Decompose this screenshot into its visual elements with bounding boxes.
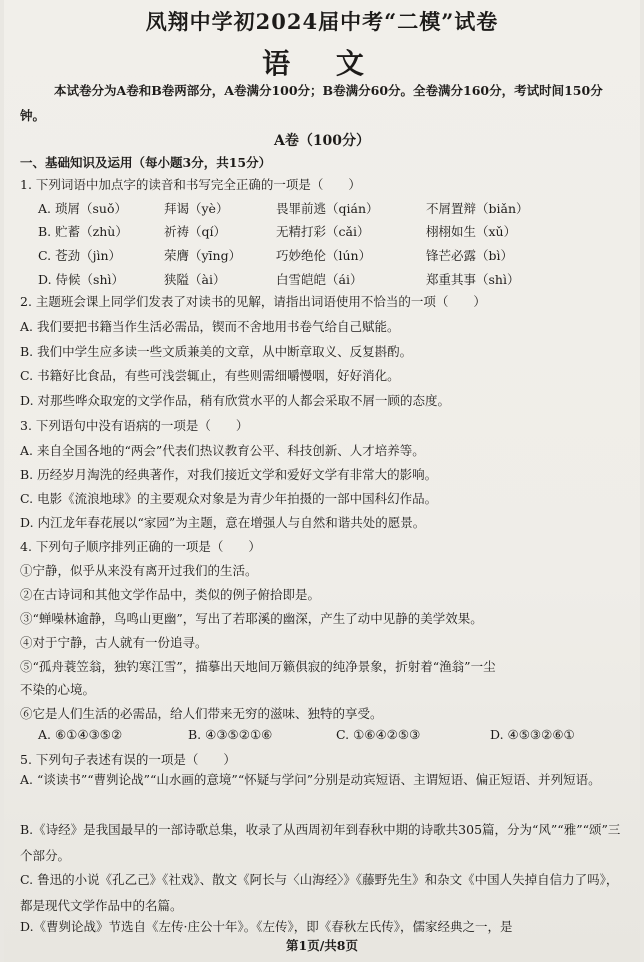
q1-option-row — [4, 246, 640, 268]
q3-stem: 3. 下列语句中没有语病的一项是（ ） — [20, 418, 249, 433]
q4-sentence-3: ③“蝉噪林逾静，鸟鸣山更幽”，写出了若耶溪的幽深，产生了动中见静的美学效果。 — [20, 611, 483, 626]
q1-word: A. 琐屑（suǒ） — [38, 201, 127, 216]
q1-word: 不屑置辩（biǎn） — [426, 201, 529, 216]
q5-stem: 5. 下列句子表述有误的一项是（ ） — [20, 752, 236, 767]
exam-title: 凤翔中学初2024届中考“二模”试卷 — [145, 9, 499, 34]
exam-instructions: 本试卷分为A卷和B卷两部分，A卷满分100分；B卷满分60分。全卷满分160分，考试时间150分钟。 — [20, 83, 603, 123]
q1-word: 狭隘（ài） — [164, 272, 226, 287]
q2-option-d: D. 对那些哗众取宠的文学作品，稍有欣赏水平的人都会采取不屑一顾的态度。 — [20, 393, 451, 408]
q4-sentence-2: ②在古诗词和其他文学作品中，类似的例子俯拾即是。 — [20, 587, 321, 602]
q1-word: 锋芒必露（bì） — [426, 248, 513, 263]
q1-word: 巧妙绝伦（lún） — [276, 248, 372, 263]
q4-sentence-5-cont: 不染的心境。 — [20, 682, 96, 697]
part1-heading: 一、基础知识及运用（每小题3分，共15分） — [20, 155, 272, 170]
q1-option-row — [4, 270, 640, 292]
q1-word: B. 贮蓄（zhù） — [38, 224, 128, 239]
q3-option-b: B. 历经岁月淘洗的经典著作，对我们接近文学和爱好文学有非常大的影响。 — [20, 467, 438, 482]
q2-option-b: B. 我们中学生应多读一些文质兼美的文章，从中断章取义、反复斟酌。 — [20, 344, 413, 359]
exam-page — [4, 0, 640, 962]
q1-word: 白雪皑皑（ái） — [276, 272, 363, 287]
q4-option-d: D. ④⑤③②⑥① — [490, 727, 575, 742]
q5-option-c: C. 鲁迅的小说《孔乙己》《社戏》、散文《阿长与〈山海经〉》《藤野先生》和杂文《中国人失掉自信力了吗》，都是现代文学作品中的名篇。 — [20, 872, 619, 913]
q2-option-a: A. 我们要把书籍当作生活必需品，锲而不舍地用书卷气给自己赋能。 — [20, 319, 400, 334]
q1-option-row — [4, 199, 640, 221]
q4-options — [4, 727, 640, 749]
q1-word: 畏罪前逃（qián） — [276, 201, 379, 216]
q4-stem: 4. 下列句子顺序排列正确的一项是（ ） — [20, 539, 261, 554]
q1-word: 荣膺（yīng） — [164, 248, 242, 263]
q5-option-b: B.《诗经》是我国最早的一部诗歌总集，收录了从西周初年到春秋中期的诗歌共305篇，分为“风”“雅”“颂”三个部分。 — [20, 822, 621, 863]
q4-sentence-6: ⑥它是人们生活的必需品，给人们带来无穷的滋味、独特的享受。 — [20, 706, 383, 721]
q3-option-a: A. 来自全国各地的“两会”代表们热议教育公平、科技创新、人才培养等。 — [20, 443, 425, 458]
q1-stem: 1. 下列词语中加点字的读音和书写完全正确的一项是（ ） — [20, 177, 361, 192]
q1-option-row — [4, 222, 640, 244]
q1-word: 祈祷（qí） — [164, 224, 226, 239]
q4-sentence-4: ④对于宁静，古人就有一份追寻。 — [20, 635, 208, 650]
q1-word: C. 苍劲（jìn） — [38, 248, 121, 263]
q3-option-c: C. 电影《流浪地球》的主要观众对象是为青少年拍摄的一部中国科幻作品。 — [20, 491, 438, 506]
q1-word: 郑重其事（shì） — [426, 272, 520, 287]
q1-word: 无精打彩（cǎi） — [276, 224, 370, 239]
q4-option-a: A. ⑥①④③⑤② — [38, 727, 123, 742]
q4-sentence-5: ⑤“孤舟蓑笠翁，独钓寒江雪”，描摹出天地间万籁俱寂的纯净景象，折射着“渔翁”一尘 — [20, 659, 496, 674]
q4-option-c: C. ①⑥④②⑤③ — [336, 727, 421, 742]
subject-title: 语 文 — [262, 47, 382, 80]
q2-option-c: C. 书籍好比食品，有些可浅尝辄止，有些则需细嚼慢咽，好好消化。 — [20, 368, 400, 383]
q2-stem: 2. 主题班会课上同学们发表了对读书的见解，请指出词语使用不恰当的一项（ ） — [20, 294, 486, 309]
q5-option-a: A. “谈读书”“曹刿论战”“山水画的意境”“怀疑与学问”分别是动宾短语、主谓短语、偏正短语、并列短语。 — [20, 772, 601, 787]
q3-option-d: D. 内江龙年春花展以“家园”为主题，意在增强人与自然和谐共处的愿景。 — [20, 515, 426, 530]
section-a-heading: A卷（100分） — [273, 133, 371, 149]
q1-word: 栩栩如生（xǔ） — [426, 224, 517, 239]
q1-word: 拜谒（yè） — [164, 201, 229, 216]
q1-word: D. 侍候（shì） — [38, 272, 124, 287]
q5-option-d: D.《曹刿论战》节选自《左传·庄公十年》。《左传》，即《春秋左氏传》，儒家经典之一，是 — [20, 919, 513, 934]
page-number: 第1页/共8页 — [286, 938, 358, 953]
q4-sentence-1: ①宁静，似乎从来没有离开过我们的生活。 — [20, 563, 258, 578]
q4-option-b: B. ④③⑤②①⑥ — [188, 727, 273, 742]
